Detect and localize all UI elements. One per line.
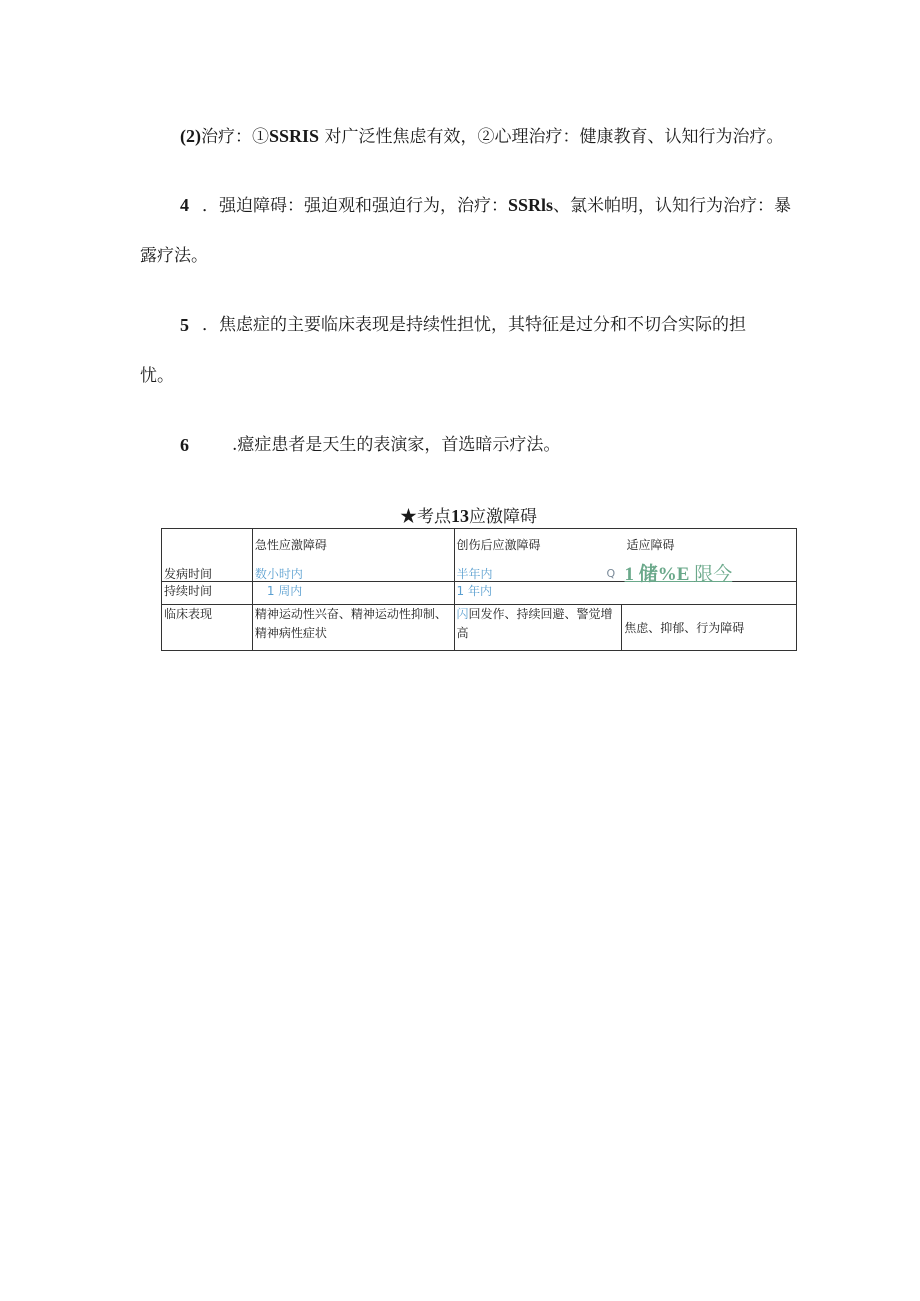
table-cell [622, 605, 797, 651]
text: 治疗：① [201, 127, 269, 147]
table-cell [252, 605, 454, 651]
table-cell [454, 605, 622, 651]
table-cell [454, 529, 796, 585]
column-header: 适应障碍 [626, 538, 675, 552]
item-number: 6 [180, 435, 189, 455]
row-label: 持续时间 [162, 582, 253, 605]
table-cell [162, 529, 253, 582]
table-cell [252, 529, 454, 582]
cell-value: 焦虑、抑郁、行为障碍 [624, 621, 745, 635]
item-number: 5 [180, 315, 189, 335]
paragraph-ocd [202, 195, 791, 216]
cell-value: 数小时内 [254, 567, 303, 581]
column-header: 急性应激障碍 [254, 538, 327, 552]
cell-value: 回发作、持续回避、警觉增高 [456, 607, 613, 640]
item-number: 4 [180, 195, 189, 215]
value-main: 1 储%E [624, 564, 690, 585]
table-row [162, 529, 797, 582]
value-tail: 限今 [694, 564, 733, 585]
item-prefix: (2) [180, 126, 201, 146]
title-text: 应激障碍 [469, 507, 537, 527]
title-prefix: ★考点 [400, 507, 451, 527]
ocr-mark: 闪 [456, 607, 469, 621]
paragraph-treatment [180, 126, 783, 147]
table-cell [252, 582, 454, 605]
cell-value: 1 周内 [266, 584, 303, 598]
ocr-mark: Q [606, 567, 616, 580]
paragraph-anxiety: ．焦虑症的主要临床表现是持续性担忧，其特征是过分和不切合实际的担 [202, 315, 746, 335]
row-label: 发病时间 [164, 567, 213, 581]
text: 、氯米帕明，认知行为治疗：暴 [553, 196, 792, 216]
paragraph-anxiety-line2: 忧。 [140, 366, 174, 386]
table-title [400, 505, 537, 528]
column-header: 创伤后应激障碍 [456, 538, 541, 552]
table-row [162, 605, 797, 651]
cell-value [625, 559, 733, 586]
drug-name: SSRIS [269, 126, 320, 146]
drug-name: SSRls [508, 195, 554, 215]
stress-disorder-table [161, 528, 797, 651]
row-label: 临床表现 [162, 605, 253, 651]
cell-value: 半年内 [456, 567, 493, 581]
text: 对广泛性焦虑有效，②心理治疗：健康教育、认知行为治疗。 [319, 127, 784, 147]
text: ．强迫障碍：强迫观和强迫行为，治疗： [202, 196, 508, 216]
cell-value: 精神运动性兴奋、精神运动性抑制、精神病性症状 [254, 607, 447, 640]
paragraph-hysteria: .癔症患者是天生的表演家，首选暗示疗法。 [232, 435, 561, 455]
cell-value: 1 年内 [456, 584, 492, 598]
title-number: 13 [451, 506, 469, 526]
paragraph-ocd-line2: 露疗法。 [140, 246, 208, 266]
